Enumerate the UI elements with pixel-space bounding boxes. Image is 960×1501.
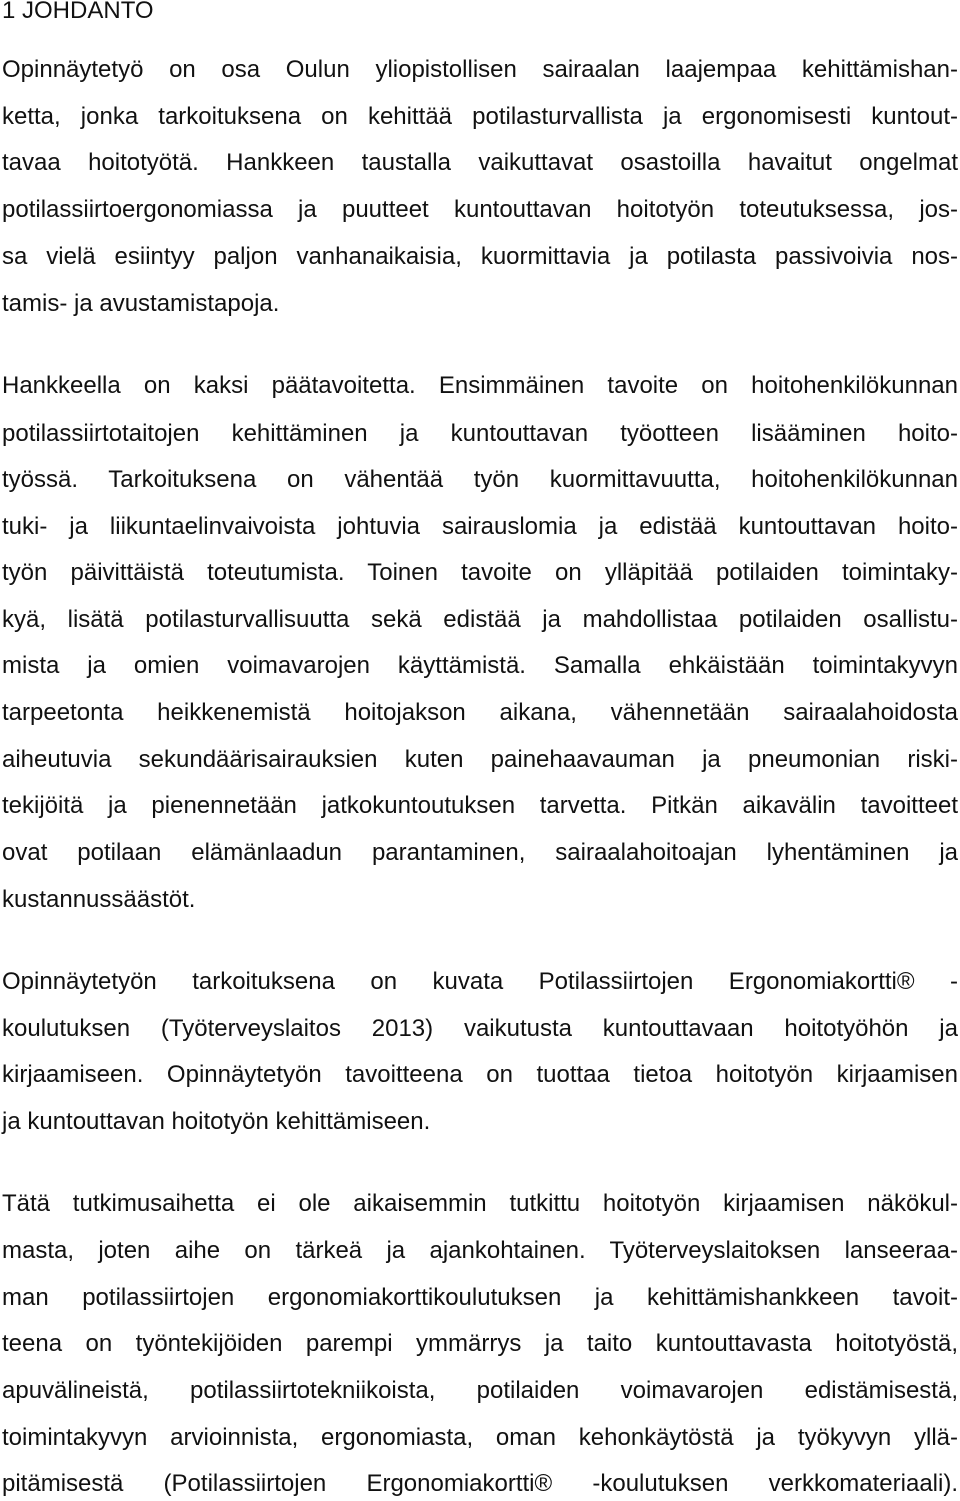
- text-line: teena on työntekijöiden parempi ymmärrys ja taito kuntouttavasta hoitotyöstä,: [2, 1330, 958, 1357]
- text-line: sa vielä esiintyy paljon vanhanaikaisia, kuormittavia ja potilasta passivoivia nos-: [2, 243, 958, 270]
- text-line: työssä. Tarkoituksena on vähentää työn kuormittavuutta, hoitohenkilökunnan: [2, 466, 958, 493]
- chapter-heading: 1 JOHDANTO: [2, 0, 154, 24]
- text-line: tamis- ja avustamistapoja.: [2, 290, 280, 317]
- text-line: pitämisestä (Potilassiirtojen Ergonomiakortti® -koulutuksen verkkomateriaali).: [2, 1470, 958, 1497]
- text-line: Tätä tutkimusaihetta ei ole aikaisemmin tutkittu hoitotyön kirjaamisen näkökul-: [2, 1190, 958, 1217]
- text-line: Opinnäytetyön tarkoituksena on kuvata Potilassiirtojen Ergonomiakortti® -: [2, 968, 958, 995]
- text-line: ketta, jonka tarkoituksena on kehittää potilasturvallista ja ergonomisesti kuntout-: [2, 103, 958, 130]
- text-line: kustannussäästöt.: [2, 886, 196, 913]
- text-line: potilassiirtoergonomiassa ja puutteet kuntouttavan hoitotyön toteutuksessa, jos-: [2, 196, 958, 223]
- text-line: työn päivittäistä toteutumista. Toinen tavoite on ylläpitää potilaiden toimintaky-: [2, 559, 958, 586]
- text-line: ovat potilaan elämänlaadun parantaminen, sairaalahoitoajan lyhentäminen ja: [2, 839, 958, 866]
- text-line: masta, joten aihe on tärkeä ja ajankohtainen. Työterveyslaitoksen lanseeraa-: [2, 1237, 958, 1264]
- text-line: Opinnäytetyö on osa Oulun yliopistollisen sairaalan laajempaa kehittämishan-: [2, 56, 958, 83]
- text-line: man potilassiirtojen ergonomiakorttikoulutuksen ja kehittämishankkeen tavoit-: [2, 1284, 958, 1311]
- text-line: tavaa hoitotyötä. Hankkeen taustalla vaikuttavat osastoilla havaitut ongelmat: [2, 149, 958, 176]
- text-line: Hankkeella on kaksi päätavoitetta. Ensimmäinen tavoite on hoitohenkilökunnan: [2, 372, 958, 399]
- text-line: kirjaamiseen. Opinnäytetyön tavoitteena on tuottaa tietoa hoitotyön kirjaamisen: [2, 1061, 958, 1088]
- text-line: tuki- ja liikuntaelinvaivoista johtuvia sairauslomia ja edistää kuntouttavan hoito-: [2, 513, 958, 540]
- text-line: ja kuntouttavan hoitotyön kehittämiseen.: [2, 1108, 431, 1135]
- text-line: tekijöitä ja pienennetään jatkokuntoutuksen tarvetta. Pitkän aikavälin tavoitteet: [2, 792, 958, 819]
- text-line: koulutuksen (Työterveyslaitos 2013) vaikutusta kuntouttavaan hoitotyöhön ja: [2, 1015, 958, 1042]
- text-line: toimintakyvyn arvioinnista, ergonomiasta, oman kehonkäytöstä ja työkyvyn yllä-: [2, 1424, 958, 1451]
- text-line: potilassiirtotaitojen kehittäminen ja kuntouttavan työotteen lisääminen hoito-: [2, 420, 958, 447]
- text-line: apuvälineistä, potilassiirtotekniikoista, potilaiden voimavarojen edistämisestä,: [2, 1377, 958, 1404]
- text-line: kyä, lisätä potilasturvallisuutta sekä edistää ja mahdollistaa potilaiden osallistu-: [2, 606, 958, 633]
- text-line: mista ja omien voimavarojen käyttämistä. Samalla ehkäistään toimintakyvyn: [2, 652, 958, 679]
- text-line: tarpeetonta heikkenemistä hoitojakson aikana, vähennetään sairaalahoidosta: [2, 699, 958, 726]
- text-line: aiheutuvia sekundäärisairauksien kuten painehaavauman ja pneumonian riski-: [2, 746, 958, 773]
